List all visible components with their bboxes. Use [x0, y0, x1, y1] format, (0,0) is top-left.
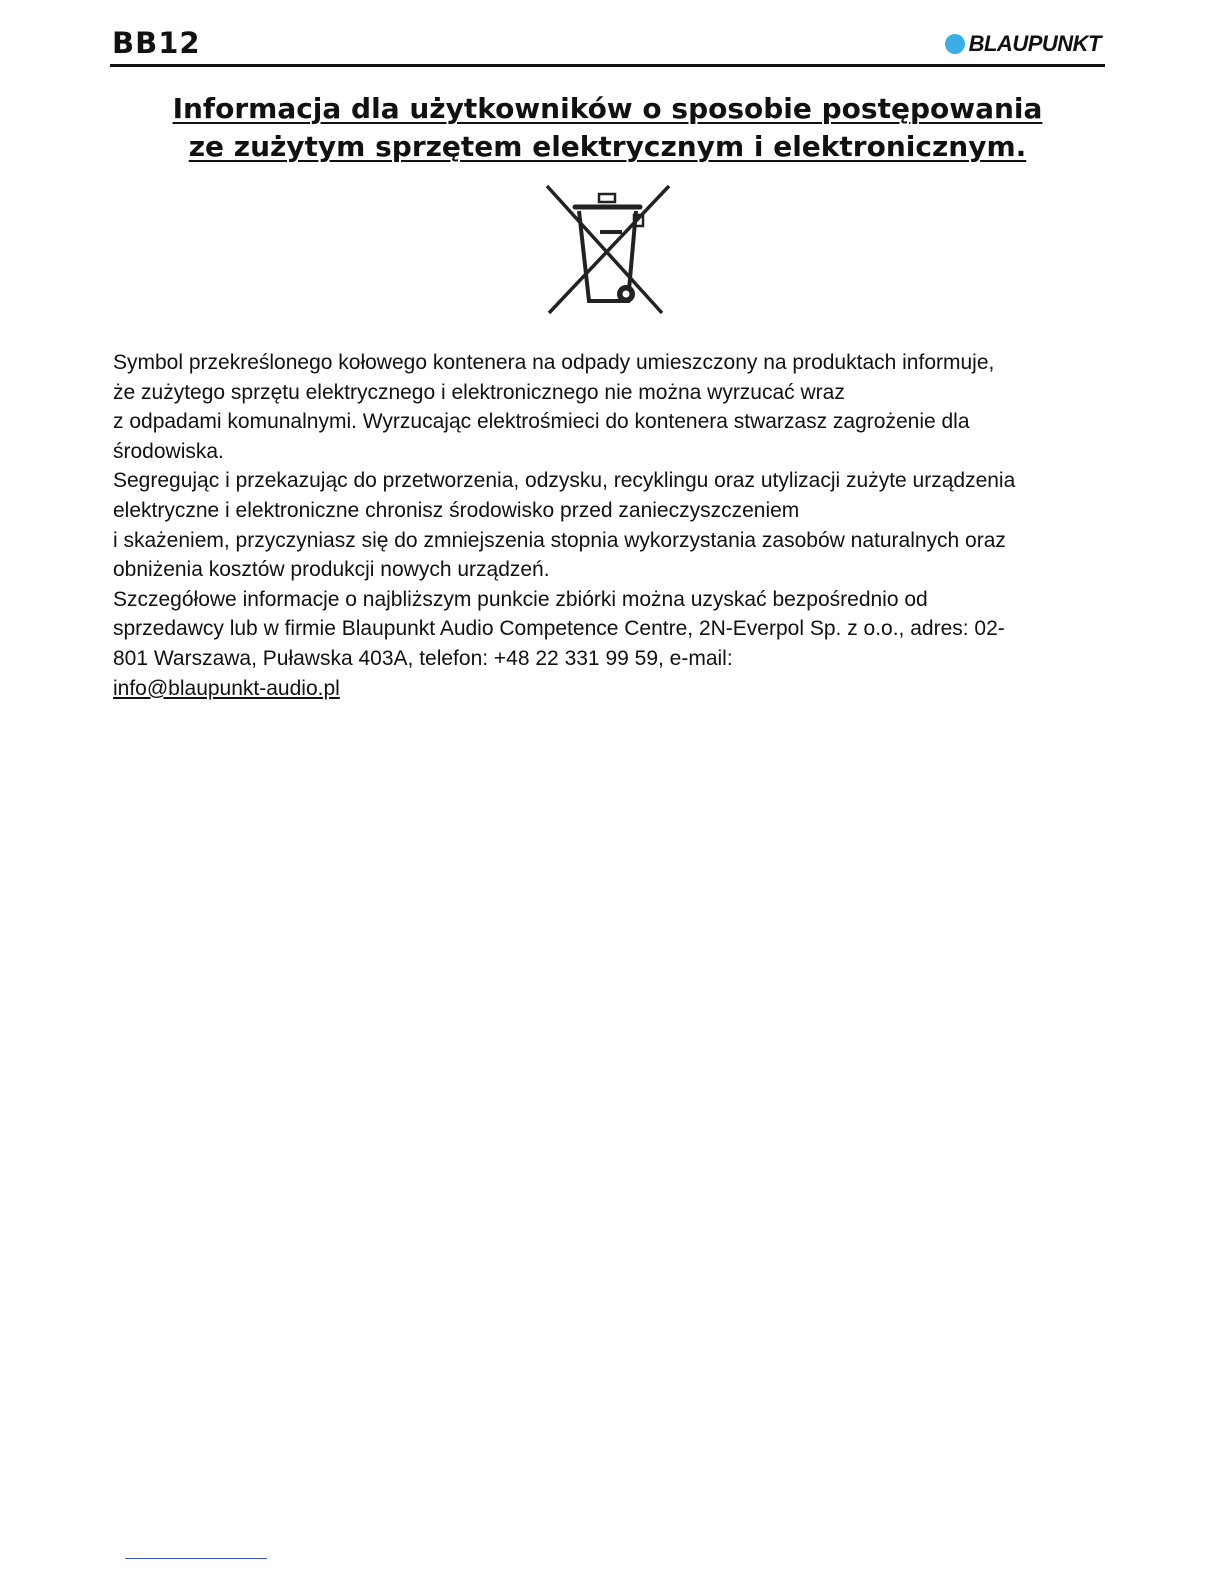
- title-line-2: ze zużytym sprzętem elektrycznym i elektronicznym.: [188, 130, 1027, 163]
- body-line: i skażeniem, przyczyniasz się do zmniejszenia stopnia wykorzystania zasobów naturalnych oraz: [113, 528, 1006, 552]
- brand-name: BLAUPUNKT: [968, 31, 1101, 56]
- brand-dot-icon: [945, 34, 965, 54]
- body-line: Segregując i przekazując do przetworzenia, odzysku, recyklingu oraz utylizacji zużyte urządzenia: [113, 469, 1016, 493]
- email-link[interactable]: info@blaupunkt-audio.pl: [113, 676, 340, 700]
- body-line: Symbol przekreślonego kołowego kontenera na odpady umieszczony na produktach informuje,: [113, 351, 995, 374]
- title-line-1: Informacja dla użytkowników o sposobie postępowania: [172, 92, 1043, 125]
- model-name: BB12: [112, 26, 201, 60]
- body-line: obniżenia kosztów produkcji nowych urządzeń.: [113, 558, 550, 582]
- page-title: [110, 90, 1105, 166]
- brand-logo: [945, 32, 1101, 56]
- crossed-out-wheelie-bin-icon: [542, 183, 672, 317]
- body-text: [113, 348, 1108, 703]
- body-line: elektryczne i elektroniczne chronisz środowisko przed zanieczyszczeniem: [113, 498, 800, 522]
- footnote-divider: [125, 1558, 267, 1559]
- body-line: środowiska.: [113, 439, 224, 463]
- body-line: 801 Warszawa, Puławska 403A, telefon: +48 22 331 99 59, e-mail:: [113, 646, 733, 670]
- body-line: z odpadami komunalnymi. Wyrzucając elektrośmieci do kontenera stwarzasz zagrożenie dla: [113, 410, 970, 434]
- body-line: sprzedawcy lub w firmie Blaupunkt Audio Competence Centre, 2N-Everpol Sp. z o.o., adres: 02-: [113, 617, 1005, 641]
- body-line: że zużytego sprzętu elektrycznego i elektronicznego nie można wyrzucać wraz: [113, 380, 845, 404]
- body-line: Szczegółowe informacje o najbliższym punkcie zbiórki można uzyskać bezpośrednio od: [113, 587, 928, 611]
- page-header: [110, 24, 1105, 67]
